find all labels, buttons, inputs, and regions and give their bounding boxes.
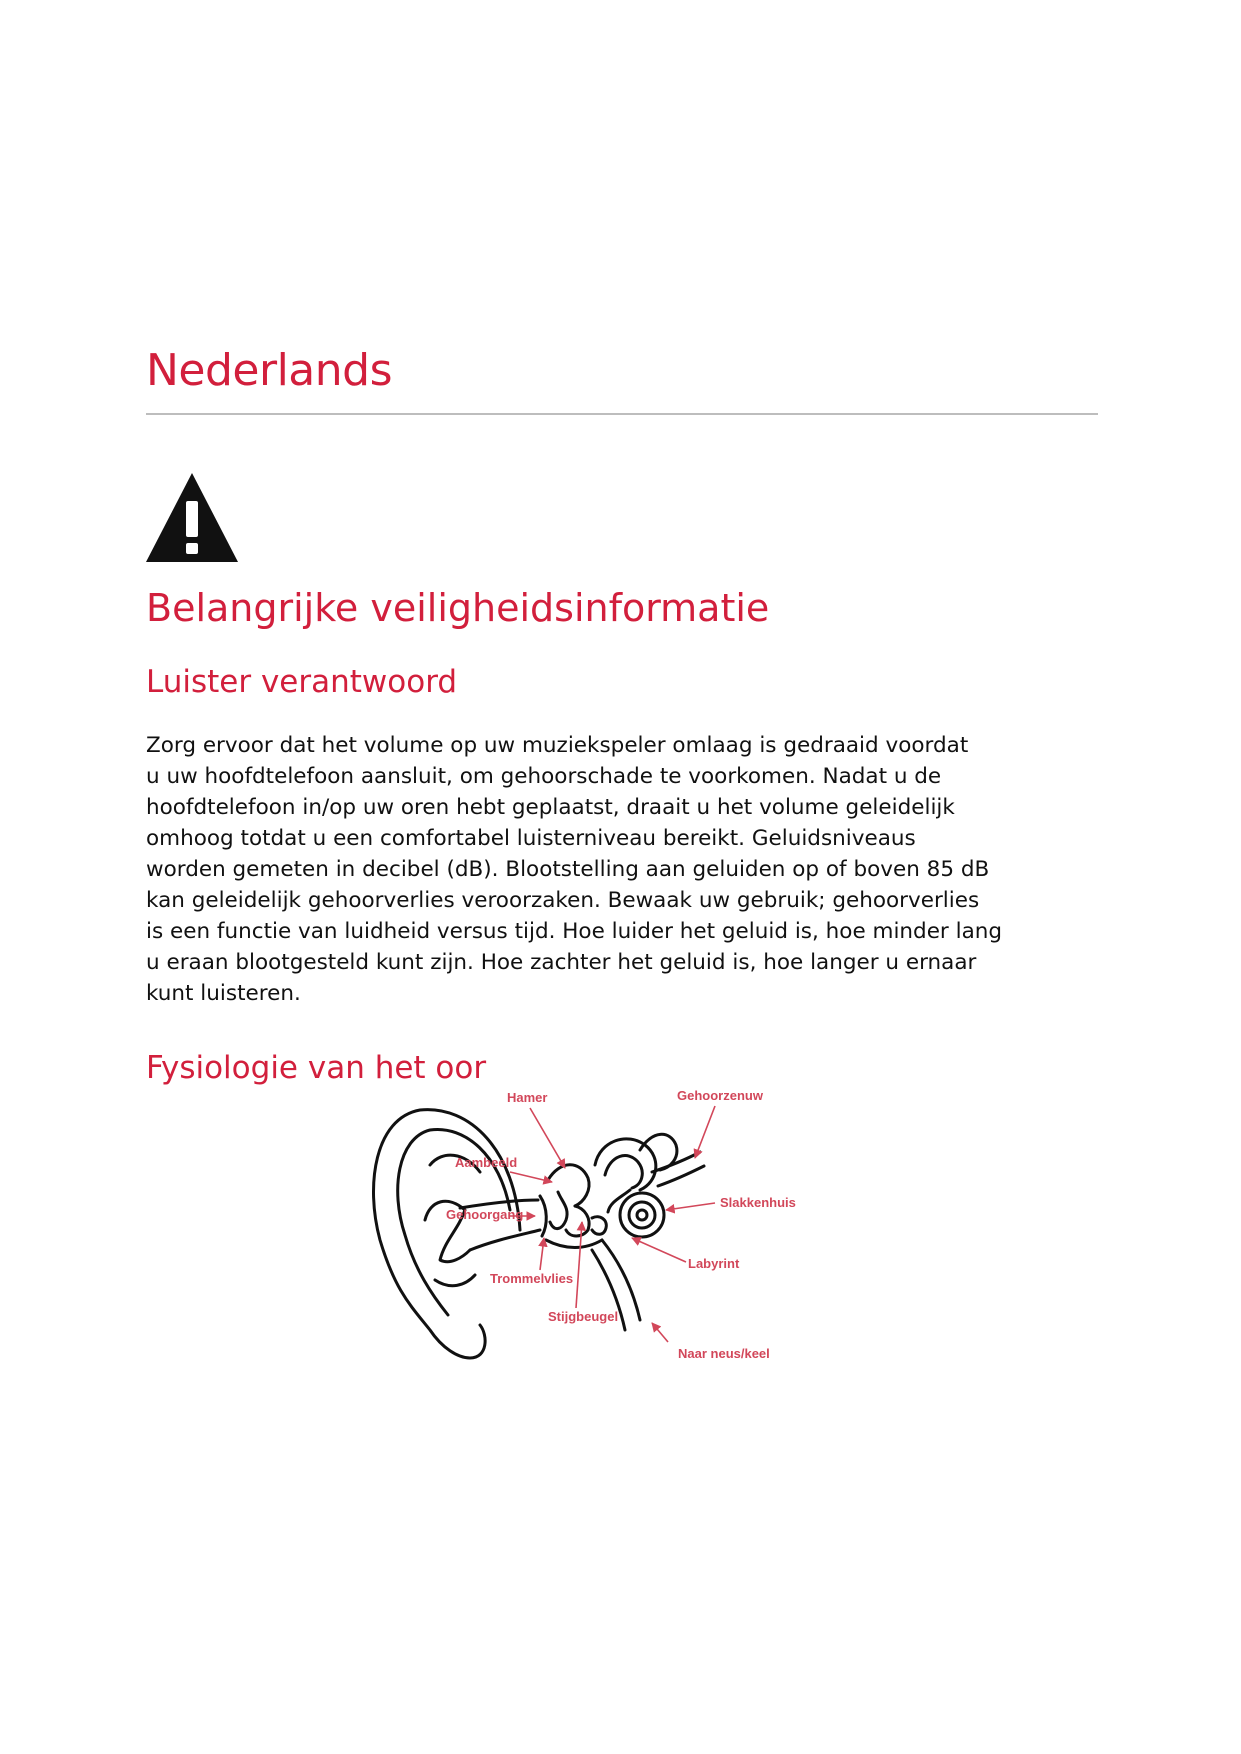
label-hamer: Hamer xyxy=(507,1090,548,1105)
label-slakkenhuis: Slakkenhuis xyxy=(720,1195,796,1210)
paragraph-line: hoofdtelefoon in/op uw oren hebt geplaatst, draait u het volume geleidelijk xyxy=(146,795,955,820)
label-gehoorzenuw: Gehoorzenuw xyxy=(677,1090,763,1103)
label-labyrint: Labyrint xyxy=(688,1256,740,1271)
ear-outline xyxy=(373,1110,704,1358)
warning-icon xyxy=(144,471,240,564)
paragraph-line: worden gemeten in decibel (dB). Blootstelling aan geluiden op of boven 85 dB xyxy=(146,857,990,882)
physiology-heading: Fysiologie van het oor xyxy=(146,1050,487,1086)
language-heading: Nederlands xyxy=(146,345,393,396)
label-aambeeld: Aambeeld xyxy=(455,1155,518,1170)
paragraph-line: u uw hoofdtelefoon aansluit, om gehoorschade te voorkomen. Nadat u de xyxy=(146,764,942,789)
paragraph-line: Zorg ervoor dat het volume op uw muziekspeler omlaag is gedraaid voordat xyxy=(146,733,969,758)
label-trommelvlies: Trommelvlies xyxy=(490,1271,574,1286)
paragraph-line: u eraan blootgesteld kunt zijn. Hoe zachter het geluid is, hoe langer u ernaar xyxy=(146,950,977,975)
listen-heading: Luister verantwoord xyxy=(146,664,458,700)
label-naar-neus-keel: Naar neus/keel xyxy=(678,1346,770,1361)
paragraph-line: kunt luisteren. xyxy=(146,981,301,1006)
listen-paragraph xyxy=(146,730,1086,1009)
paragraph-line: is een functie van luidheid versus tijd. Hoe luider het geluid is, hoe minder lang xyxy=(146,919,1003,944)
paragraph-line: kan geleidelijk gehoorverlies veroorzaken. Bewaak uw gebruik; gehoorverlies xyxy=(146,888,980,913)
label-gehoorgang: Gehoorgang xyxy=(446,1207,524,1222)
heading-divider xyxy=(146,413,1098,415)
ear-diagram xyxy=(370,1090,870,1390)
label-stijgbeugel: Stijgbeugel xyxy=(548,1309,619,1324)
paragraph-line: omhoog totdat u een comfortabel luisterniveau bereikt. Geluidsniveaus xyxy=(146,826,916,851)
section-title: Belangrijke veiligheidsinformatie xyxy=(146,586,770,630)
